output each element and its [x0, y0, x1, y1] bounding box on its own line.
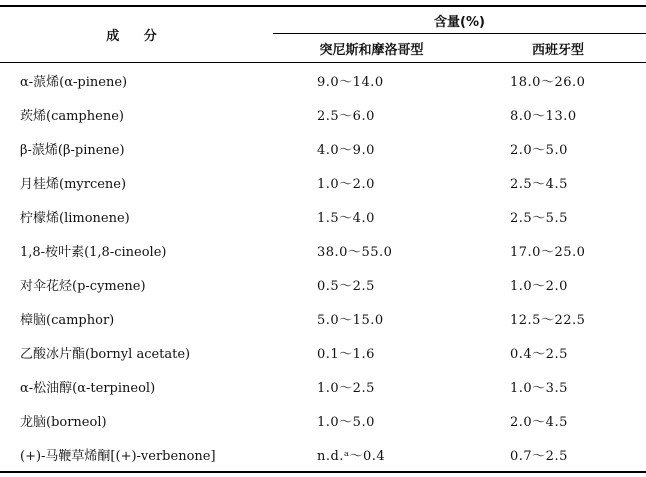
row-value-type1: 4.0～9.0: [317, 142, 375, 158]
row-name: 莰烯(camphene): [20, 108, 124, 124]
row-value-type2: 18.0～26.0: [510, 74, 586, 90]
row-name: 柠檬烯(limonene): [20, 210, 130, 226]
row-value-type1: 5.0～15.0: [317, 312, 384, 328]
header-component: 成 分: [0, 6, 273, 63]
table-row: [0, 233, 646, 267]
row-name: 对伞花烃(p-cymene): [20, 278, 146, 294]
row-value-type2: 0.4～2.5: [510, 346, 568, 362]
row-name: α-松油醇(α-terpineol): [20, 380, 156, 396]
composition-table: [0, 5, 646, 473]
table-row: [0, 97, 646, 131]
row-value-type1: n.d.ᵃ～0.4: [273, 437, 470, 472]
header-type1: 突尼斯和摩洛哥型: [273, 34, 470, 63]
row-name: 月桂烯(myrcene): [20, 176, 127, 192]
row-value-type2: 8.0～13.0: [510, 108, 577, 124]
row-value-type1: 1.0～2.5: [317, 380, 375, 396]
table-row: [0, 267, 646, 301]
row-value-type1: 1.0～5.0: [317, 414, 375, 430]
row-value-type1: 1.5～4.0: [317, 210, 375, 226]
row-value-type1: 38.0～55.0: [317, 244, 393, 260]
row-value-type2: 2.5～4.5: [510, 176, 568, 192]
table-row: [0, 165, 646, 199]
row-value-type2: 17.0～25.0: [510, 244, 586, 260]
row-name: (+)-马鞭草烯酮[(+)-verbenone]: [0, 437, 273, 472]
table-row: [0, 437, 646, 472]
header-type2: 西班牙型: [470, 34, 646, 63]
row-value-type2: 12.5～22.5: [510, 312, 586, 328]
row-name: 龙脑(borneol): [20, 414, 107, 430]
row-name: α-蒎烯(α-pinene): [20, 74, 128, 90]
row-name: 樟脑(camphor): [20, 312, 115, 328]
row-value-type2: 2.0～4.5: [510, 414, 568, 430]
table-row: [0, 369, 646, 403]
row-value-type1: 0.5～2.5: [317, 278, 375, 294]
row-value-type1: 0.1～1.6: [317, 346, 375, 362]
row-value-type2: 1.0～2.0: [510, 278, 568, 294]
row-value-type1: 9.0～14.0: [317, 74, 384, 90]
row-name: β-蒎烯(β-pinene): [20, 142, 125, 158]
table-row: [0, 403, 646, 437]
row-value-type2: 1.0～3.5: [510, 380, 568, 396]
row-value-type2: 0.7～2.5: [470, 437, 646, 472]
row-value-type2: 2.0～5.0: [510, 142, 568, 158]
table-row: [0, 301, 646, 335]
table-row: [0, 335, 646, 369]
row-name: 1,8-桉叶素(1,8-cineole): [20, 244, 167, 260]
table-row: [0, 131, 646, 165]
table-row: [0, 63, 646, 98]
row-name: 乙酸冰片酯(bornyl acetate): [20, 346, 191, 362]
table-row: [0, 199, 646, 233]
row-value-type1: 2.5～6.0: [317, 108, 375, 124]
row-value-type2: 2.5～5.5: [510, 210, 568, 226]
header-content: 含量(%): [273, 6, 646, 34]
row-value-type1: 1.0～2.0: [317, 176, 375, 192]
